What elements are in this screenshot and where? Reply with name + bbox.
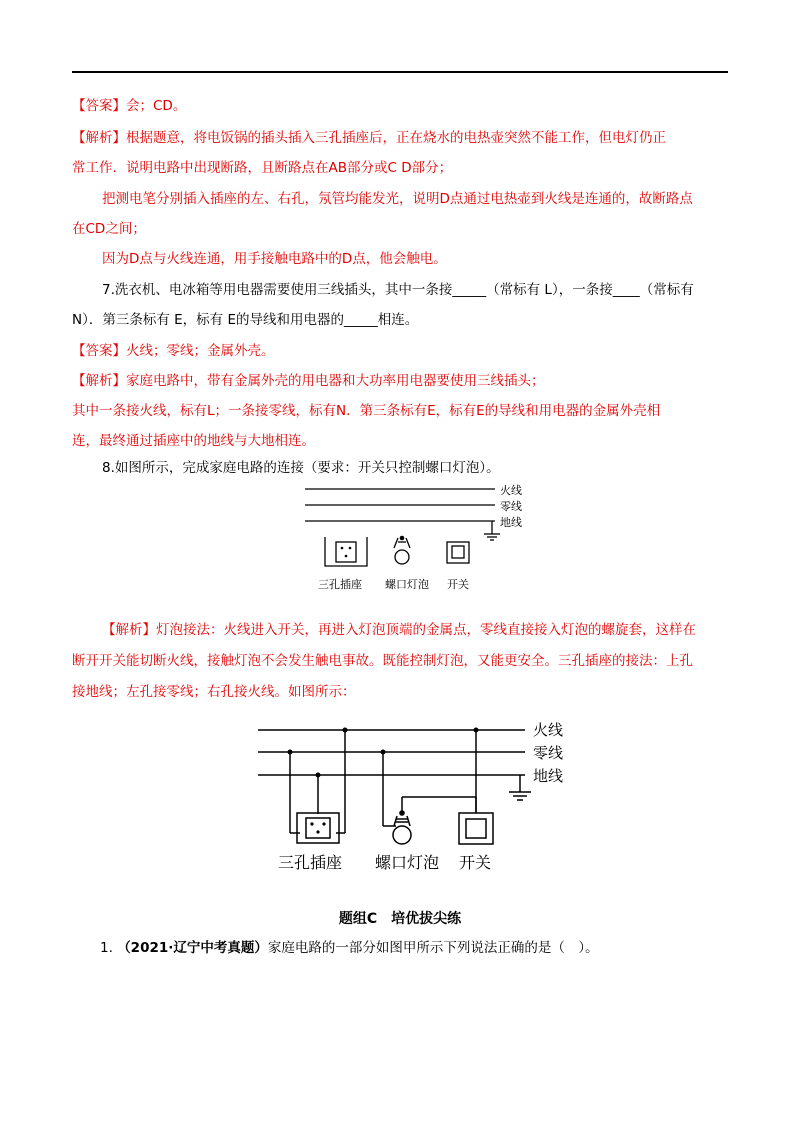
header-rule — [72, 71, 728, 73]
live-wire-label: 火线 — [533, 721, 564, 739]
ground-wire-label: 地线 — [500, 516, 522, 529]
q6-analysis-line-1: 【解析】根据题意，将电饭锅的插头插入三孔插座后，正在烧水的电热壶突然不能工作，但电灯仍正 — [72, 130, 666, 146]
q7-analysis-line-3: 连，最终通过插座中的地线与大地相连。 — [72, 433, 315, 449]
q6-analysis-line-3: 把测电笔分别插入插座的左、右孔，氖管均能发光，说明D点通过电热壶到火线是连通的，故断路点 — [102, 191, 693, 207]
q1-question — [100, 938, 728, 958]
socket-label: 三孔插座 — [318, 578, 362, 591]
q6-analysis-line-5: 因为D点与火线连通，用手接触电路中的D点，他会触电。 — [102, 251, 447, 267]
q8-analysis-line-2: 断开开关能切断火线，接触灯泡不会发生触电事故。既能控制灯泡，又能更安全。三孔插座的接法：上孔 — [72, 653, 693, 669]
q1-text: 家庭电路的一部分如图甲所示下列说法正确的是（ ）。 — [267, 940, 599, 956]
q8-analysis-line-3: 接地线；左孔接零线；右孔接火线。如图所示： — [72, 684, 356, 700]
circuit-figure-question — [300, 480, 540, 600]
q6-answer: 【答案】会；CD。 — [72, 98, 187, 114]
q1-source: （2021·辽宁中考真题） — [117, 940, 268, 956]
circuit-figure-answer — [250, 715, 580, 885]
bulb-label: 螺口灯泡 — [375, 853, 440, 872]
socket-label: 三孔插座 — [278, 853, 343, 872]
q7-question-line-1: 7.洗衣机、电冰箱等用电器需要使用三线插头，其中一条接_____（常标有 L），一条接____（常标有 — [102, 282, 694, 298]
q7-answer: 【答案】火线；零线；金属外壳。 — [72, 343, 275, 359]
q6-analysis-line-2: 常工作．说明电路中出现断路，且断路点在AB部分或C D部分； — [72, 160, 453, 176]
q7-analysis-line-1: 【解析】家庭电路中，带有金属外壳的用电器和大功率用电器要使用三线插头； — [72, 373, 545, 389]
q8-question: 8.如图所示，完成家庭电路的连接（要求：开关只控制螺口灯泡）。 — [102, 460, 500, 476]
q7-question-line-2: N）．第三条标有 E，标有 E的导线和用电器的_____相连。 — [72, 312, 419, 328]
q1-number: 1. — [100, 940, 113, 956]
bulb-label: 螺口灯泡 — [385, 578, 429, 591]
section-title: 题组C 培优拔尖练 — [338, 911, 462, 927]
ground-wire-label: 地线 — [533, 767, 564, 785]
switch-label: 开关 — [447, 578, 469, 591]
q8-analysis-line-1: 【解析】灯泡接法：火线进入开关，再进入灯泡顶端的金属点，零线直接接入灯泡的螺旋套，这样在 — [102, 622, 696, 638]
live-wire-label: 火线 — [500, 484, 522, 497]
neutral-wire-label: 零线 — [533, 744, 564, 762]
q6-analysis-line-4: 在CD之间； — [72, 221, 146, 237]
switch-label: 开关 — [459, 853, 492, 872]
neutral-wire-label: 零线 — [500, 500, 522, 513]
q7-analysis-line-2: 其中一条接火线，标有L；一条接零线，标有N．第三条标有E，标有E的导线和用电器的金属外壳相 — [72, 403, 661, 419]
